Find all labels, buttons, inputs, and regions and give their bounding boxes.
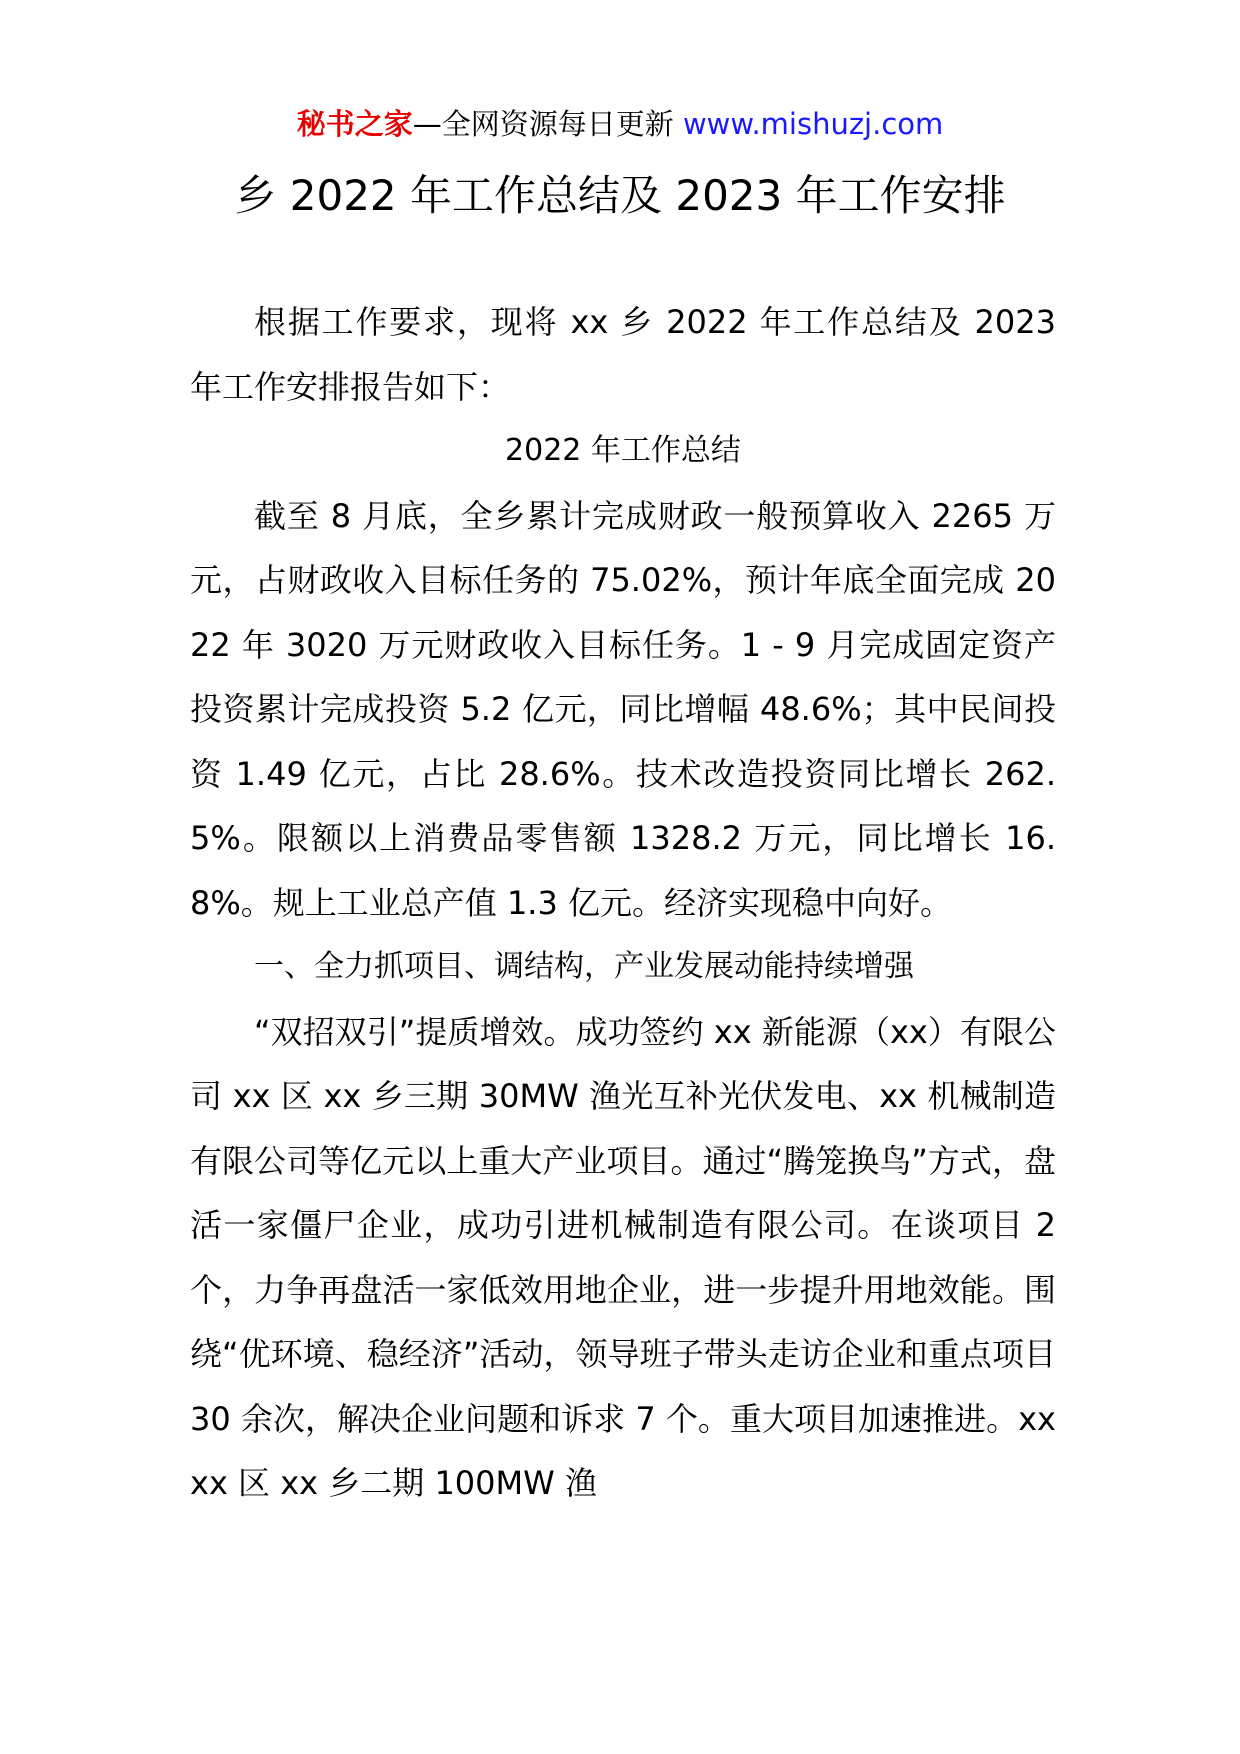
banner-url-link[interactable]: www.mishuzj.com (682, 107, 944, 141)
banner-tagline: —全网资源每日更新 (412, 107, 683, 141)
site-banner (0, 104, 1240, 144)
subheading-projects: 一、全力抓项目、调结构，产业发展动能持续增强 (254, 949, 914, 984)
section-heading: 2022 年工作总结 (505, 433, 741, 468)
intro-paragraph: 根据工作要求，现将 xx 乡 2022 年工作总结及 2023 年工作安排报告如下： (190, 303, 1056, 406)
document-body (190, 290, 1056, 1516)
banner-brand: 秘书之家 (296, 107, 413, 141)
summary-paragraph: 截至 8 月底，全乡累计完成财政一般预算收入 2265 万元，占财政收入目标任务的 75.02%，预计年底全面完成 2022 年 3020 万元财政收入目标任务。1 - 9 月完成固定资产投资累计完成投资 5.2 亿元，同比增幅 48.6%；其中民间投资 1.49 亿元，占比 28.6%。技术改造投资同比增长 262.5%。限额以上消费品零售额 1328.2 万元，同比增长 16.8%。规上工业总产值 1.3 亿元。经济实现稳中向好。 (190, 496, 1056, 922)
projects-paragraph: “双招双引”提质增效。成功签约 xx 新能源（xx）有限公司 xx 区 xx 乡三期 30MW 渔光互补光伏发电、xx 机械制造有限公司等亿元以上重大产业项目。通过“腾笼换鸟”方式，盘活一家僵尸企业，成功引进机械制造有限公司。在谈项目 2 个，力争再盘活一家低效用地企业，进一步提升用地效能。围绕“优环境、稳经济”活动，领导班子带头走访企业和重点项目 30 余次，解决企业问题和诉求 7 个。重大项目加速推进。xxxx 区 xx 乡二期 100MW 渔 (190, 1012, 1056, 1502)
document-title: 乡 2022 年工作总结及 2023 年工作安排 (234, 171, 1006, 220)
